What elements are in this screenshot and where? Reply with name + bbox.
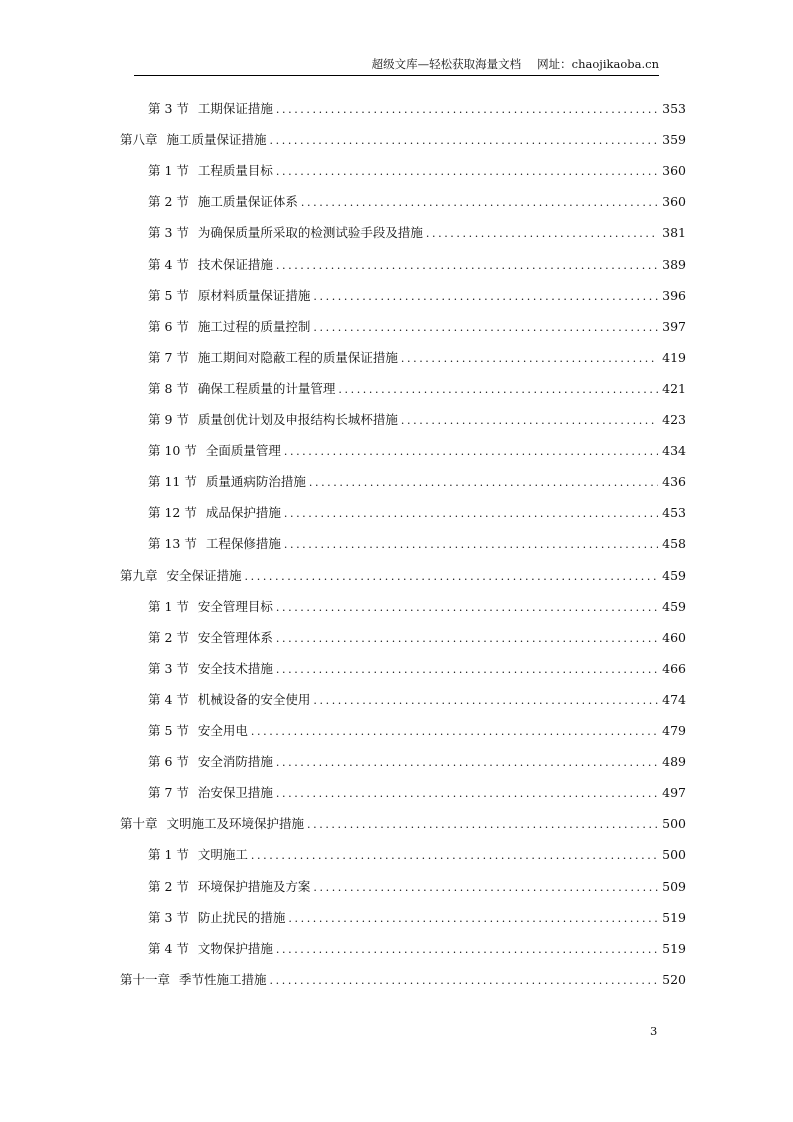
toc-dot-leader [276, 256, 658, 276]
toc-entry-title: 文明施工及环境保护措施 [166, 816, 305, 832]
toc-entry-title: 全面质量管理 [205, 443, 281, 459]
page-header [134, 57, 659, 76]
toc-chapter-entry[interactable] [120, 814, 686, 834]
toc-entry-title: 为确保质量所采取的检测试验手段及措施 [197, 225, 423, 241]
toc-entry-number: 第 4 节 [148, 256, 189, 272]
toc-section-entry[interactable] [148, 752, 686, 772]
toc-entry-title: 安全消防措施 [197, 754, 273, 770]
toc-entry-title: 工期保证措施 [197, 101, 273, 116]
toc-entry-title: 质量通病防治措施 [205, 474, 306, 490]
toc-section-entry[interactable] [148, 317, 686, 337]
toc-dot-leader [276, 753, 658, 773]
toc-dot-leader [284, 504, 658, 524]
toc-entry-page: 434 [662, 443, 686, 459]
toc-section-entry[interactable] [148, 255, 686, 275]
toc-section-entry[interactable] [148, 877, 686, 897]
toc-dot-leader [276, 598, 658, 618]
toc-entry-title: 工程保修措施 [205, 536, 281, 552]
toc-entry-number: 第 7 节 [148, 785, 189, 801]
toc-entry-title: 文物保护措施 [197, 940, 273, 956]
toc-section-entry[interactable] [148, 223, 686, 243]
toc-dot-leader [401, 349, 658, 369]
toc-dot-leader [301, 193, 658, 213]
toc-dot-leader [284, 535, 658, 555]
toc-entry-page: 519 [662, 940, 686, 956]
toc-entry-page: 423 [662, 412, 686, 427]
toc-section-entry[interactable] [148, 472, 686, 492]
toc-section-entry[interactable] [148, 721, 686, 741]
toc-entry-number: 第十章 [120, 816, 158, 832]
toc-entry-number: 第 1 节 [148, 847, 189, 863]
toc-dot-leader [401, 411, 658, 431]
toc-entry-title: 质量创优计划及申报结构长城杯措施 [197, 412, 398, 427]
toc-entry-title: 防止扰民的措施 [197, 909, 286, 925]
toc-dot-leader [307, 815, 658, 835]
toc-entry-number: 第 5 节 [148, 287, 189, 303]
toc-dot-leader [309, 473, 658, 493]
toc-entry-title: 确保工程质量的计量管理 [197, 380, 336, 396]
toc-dot-leader [276, 660, 658, 680]
toc-entry-title: 施工过程的质量控制 [197, 318, 311, 334]
toc-chapter-entry[interactable] [120, 130, 686, 150]
toc-entry-page: 419 [662, 349, 686, 365]
toc-entry-title: 安全技术措施 [197, 660, 273, 676]
toc-entry-page: 497 [662, 785, 686, 801]
toc-entry-page: 421 [662, 380, 686, 396]
toc-dot-leader [251, 722, 658, 742]
toc-entry-page: 460 [662, 629, 686, 645]
toc-entry-page: 489 [662, 754, 686, 770]
toc-dot-leader [313, 691, 658, 711]
toc-entry-title: 施工质量保证措施 [166, 132, 267, 148]
toc-section-entry[interactable] [148, 908, 686, 928]
toc-entry-title: 治安保卫措施 [197, 785, 273, 801]
toc-section-entry[interactable] [148, 690, 686, 710]
toc-entry-title: 原材料质量保证措施 [197, 287, 311, 303]
toc-section-entry[interactable] [148, 503, 686, 523]
toc-section-entry[interactable] [148, 628, 686, 648]
toc-section-entry[interactable] [148, 379, 686, 399]
toc-entry-number: 第 6 节 [148, 318, 189, 334]
toc-entry-page: 520 [662, 971, 686, 987]
toc-entry-page: 436 [662, 474, 686, 490]
header-url-label: 网址： [537, 57, 572, 71]
toc-entry-page: 353 [662, 101, 686, 116]
toc-entry-number: 第 4 节 [148, 691, 189, 707]
toc-dot-leader [338, 380, 658, 400]
toc-entry-page: 474 [662, 691, 686, 707]
toc-section-entry[interactable] [148, 939, 686, 959]
toc-entry-number: 第 13 节 [148, 536, 197, 552]
toc-entry-number: 第 3 节 [148, 101, 189, 116]
toc-entry-number: 第 2 节 [148, 878, 189, 894]
toc-entry-page: 459 [662, 567, 686, 583]
toc-entry-number: 第 6 节 [148, 754, 189, 770]
toc-entry-title: 工程质量目标 [197, 163, 273, 179]
toc-entry-page: 458 [662, 536, 686, 552]
toc-entry-number: 第十一章 [120, 971, 171, 987]
toc-entry-number: 第 9 节 [148, 412, 189, 427]
toc-entry-page: 479 [662, 723, 686, 738]
toc-dot-leader [313, 878, 658, 898]
toc-dot-leader [251, 846, 658, 866]
toc-dot-leader [245, 567, 659, 587]
toc-dot-leader [313, 318, 658, 338]
toc-section-entry[interactable] [148, 534, 686, 554]
toc-entry-number: 第 1 节 [148, 598, 189, 614]
header-text [372, 57, 659, 71]
toc-entry-page: 360 [662, 194, 686, 210]
toc-entry-title: 安全保证措施 [166, 567, 242, 583]
toc-section-entry[interactable] [148, 441, 686, 461]
toc-entry-page: 381 [662, 225, 686, 241]
toc-dot-leader [313, 287, 658, 307]
toc-dot-leader [276, 100, 658, 120]
toc-entry-page: 397 [662, 318, 686, 334]
header-site-name: 超级文库—轻松获取海量文档 [371, 57, 522, 71]
toc-dot-leader [270, 131, 659, 151]
toc-entry-number: 第 2 节 [148, 629, 189, 645]
toc-entry-page: 389 [662, 256, 686, 272]
toc-dot-leader [276, 162, 658, 182]
toc-entry-number: 第 11 节 [148, 474, 197, 490]
toc-dot-leader [276, 940, 658, 960]
toc-entry-page: 396 [662, 287, 686, 303]
toc-entry-number: 第 8 节 [148, 380, 189, 396]
toc-section-entry[interactable] [148, 348, 686, 368]
toc-entry-number: 第九章 [120, 567, 158, 583]
toc-entry-page: 466 [662, 660, 686, 676]
toc-section-entry[interactable] [148, 597, 686, 617]
toc-entry-page: 360 [662, 163, 686, 179]
toc-section-entry[interactable] [148, 659, 686, 679]
toc-entry-number: 第 1 节 [148, 163, 189, 179]
toc-entry-number: 第 5 节 [148, 723, 189, 738]
toc-entry-title: 安全管理目标 [197, 598, 273, 614]
toc-section-entry[interactable] [148, 845, 686, 865]
toc-section-entry[interactable] [148, 99, 686, 119]
toc-entry-title: 施工期间对隐蔽工程的质量保证措施 [197, 349, 398, 365]
toc-entry-page: 519 [662, 909, 686, 925]
toc-entry-number: 第八章 [120, 132, 158, 148]
toc-entry-title: 季节性施工措施 [179, 971, 267, 987]
toc-entry-title: 文明施工 [197, 847, 248, 863]
toc-entry-page: 500 [662, 847, 686, 863]
header-url: chaojikaoba.cn [571, 57, 659, 71]
toc-entry-number: 第 7 节 [148, 349, 189, 365]
toc-entry-number: 第 10 节 [148, 443, 197, 459]
toc-entry-title: 安全用电 [197, 723, 248, 738]
toc-entry-number: 第 4 节 [148, 940, 189, 956]
toc-chapter-entry[interactable] [120, 970, 686, 990]
toc-entry-title: 成品保护措施 [205, 505, 281, 521]
toc-entry-number: 第 3 节 [148, 225, 189, 241]
toc-dot-leader [276, 629, 658, 649]
toc-dot-leader [426, 224, 658, 244]
toc-entry-number: 第 2 节 [148, 194, 189, 210]
toc-entry-page: 453 [662, 505, 686, 521]
toc-entry-page: 509 [662, 878, 686, 894]
toc-section-entry[interactable] [148, 161, 686, 181]
toc-section-entry[interactable] [148, 192, 686, 212]
toc-entry-title: 安全管理体系 [197, 629, 273, 645]
toc-entry-number: 第 3 节 [148, 660, 189, 676]
toc-entry-number: 第 12 节 [148, 505, 197, 521]
toc-dot-leader [288, 909, 658, 929]
toc-entry-page: 359 [662, 132, 686, 148]
toc-section-entry[interactable] [148, 783, 686, 803]
toc-entry-title: 施工质量保证体系 [197, 194, 298, 210]
toc-entry-number: 第 3 节 [148, 909, 189, 925]
toc-section-entry[interactable] [148, 286, 686, 306]
toc-dot-leader [276, 784, 658, 804]
toc-entry-title: 环境保护措施及方案 [197, 878, 311, 894]
toc-chapter-entry[interactable] [120, 566, 686, 586]
toc-entry-title: 机械设备的安全使用 [197, 691, 311, 707]
toc-entry-page: 500 [662, 816, 686, 832]
toc-entry-page: 459 [662, 598, 686, 614]
toc-dot-leader [284, 442, 658, 462]
toc-dot-leader [270, 971, 659, 991]
toc-entry-title: 技术保证措施 [197, 256, 273, 272]
toc-section-entry[interactable] [148, 410, 686, 430]
page-number: 3 [650, 1024, 658, 1038]
